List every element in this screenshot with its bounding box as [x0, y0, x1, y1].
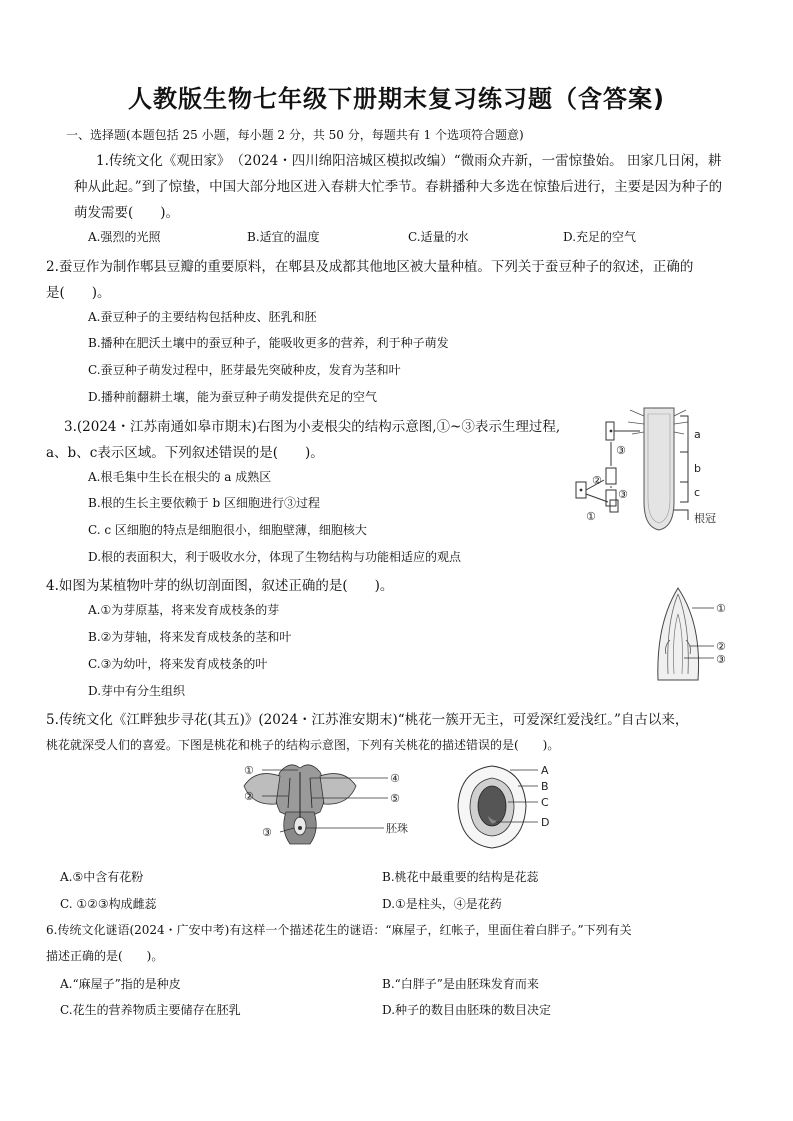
q6-line2: 描述正确的是( )。 — [46, 949, 164, 963]
peach-fruit-diagram — [452, 760, 562, 856]
q4-option-c: C.③为幼叶，将来发育成枝条的叶 — [88, 657, 268, 671]
q1-option-d: D.充足的空气 — [563, 230, 637, 244]
root-tip-diagram — [570, 402, 755, 534]
flower-label-4: ④ — [390, 772, 400, 785]
fruit-label-b: B — [541, 780, 549, 793]
q1-line2: 种从此起。”到了惊蛰，中国大部分地区进入春耕大忙季节。春耕播种大多选在惊蛰后进行，主要是因为种子的 — [74, 179, 723, 195]
label-process-2: ② — [592, 474, 602, 487]
q6-option-a: A.“麻屋子”指的是种皮 — [60, 977, 181, 991]
q6-option-c: C.花生的营养物质主要储存在胚乳 — [60, 1003, 241, 1017]
q3-option-b: B.根的生长主要依赖于 b 区细胞进行③过程 — [88, 496, 320, 510]
q2-option-a: A.蚕豆种子的主要结构包括种皮、胚乳和胚 — [88, 310, 317, 324]
label-b: b — [694, 462, 701, 475]
label-process-1: ① — [586, 510, 596, 523]
flower-label-3: ③ — [262, 826, 272, 839]
fruit-label-a: A — [541, 764, 549, 777]
q6-option-d: D.种子的数目由胚珠的数目决定 — [382, 1003, 552, 1017]
q4-option-d: D.芽中有分生组织 — [88, 684, 186, 698]
bud-label-2: ② — [716, 640, 726, 653]
bud-label-1: ① — [716, 602, 726, 615]
q5-option-c: C. ①②③构成雌蕊 — [60, 897, 157, 911]
flower-label-ovule: 胚珠 — [386, 822, 408, 835]
q6-line1: 6.传统文化谜语(2024・广安中考)有这样一个描述花生的谜语：“麻屋子，红帐子，里面住着白胖子。”下列有关 — [46, 923, 632, 937]
fruit-label-d: D — [541, 816, 550, 829]
q5-line1: 5.传统文化《江畔独步寻花(其五)》(2024・江苏淮安期末)“桃花一簇开无主，可爱深红爱浅红。”自古以来， — [46, 712, 689, 728]
q5-option-a: A.⑤中含有花粉 — [60, 870, 144, 884]
q2-option-c: C.蚕豆种子萌发过程中，胚芽最先突破种皮，发育为茎和叶 — [88, 363, 401, 377]
q3-option-d: D.根的表面积大，利于吸收水分，体现了生物结构与功能相适应的观点 — [88, 550, 462, 564]
flower-label-2: ② — [244, 790, 254, 803]
q1-option-b: B.适宜的温度 — [247, 230, 320, 244]
label-process-3b: ③ — [618, 488, 628, 501]
q1-option-c: C.适量的水 — [408, 230, 469, 244]
q3-option-a: A.根毛集中生长在根尖的 a 成熟区 — [88, 470, 272, 484]
label-rootcap: 根冠 — [694, 512, 716, 525]
flower-label-5: ⑤ — [390, 792, 400, 805]
bud-label-3: ③ — [716, 653, 726, 666]
peach-flower-diagram — [240, 752, 420, 856]
section-header: 一、选择题(本题包括 25 小题，每小题 2 分，共 50 分，每题共有 1 个选项符合题意) — [66, 128, 524, 142]
q2-line1: 2.蚕豆作为制作郫县豆瓣的重要原料，在郫县及成都其他地区被大量种植。下列关于蚕豆种子的叙述，正确的 — [46, 259, 694, 275]
label-c: c — [694, 486, 701, 499]
q5-line2: 桃花就深受人们的喜爱。下图是桃花和桃子的结构示意图，下列有关桃花的描述错误的是( )。 — [46, 738, 560, 752]
fruit-label-c: C — [541, 796, 549, 809]
q1-line3: 萌发需要( )。 — [74, 205, 180, 221]
flower-label-1: ① — [244, 764, 254, 777]
q4-option-b: B.②为芽轴，将来发育成枝条的茎和叶 — [88, 630, 292, 644]
q5-option-b: B.桃花中最重要的结构是花蕊 — [382, 870, 539, 884]
q4-line1: 4.如图为某植物叶芽的纵切剖面图，叙述正确的是( )。 — [46, 578, 394, 594]
page-title: 人教版生物七年级下册期末复习练习题（含答案) — [128, 85, 665, 113]
q6-option-b: B.“白胖子”是由胚珠发育而来 — [382, 977, 539, 991]
q1-line1: 1.传统文化《观田家》 （2024・四川绵阳涪城区模拟改编）“微雨众卉新，一雷惊蛰始。 田家几日闲，耕 — [96, 153, 722, 169]
q3-line2: a、b、c表示区域。下列叙述错误的是( )。 — [46, 445, 324, 461]
q3-option-c: C. c 区细胞的特点是细胞很小，细胞壁薄，细胞核大 — [88, 523, 367, 537]
label-a: a — [694, 428, 701, 441]
leaf-bud-diagram — [644, 584, 739, 688]
q2-option-b: B.播种在肥沃土壤中的蚕豆种子，能吸收更多的营养，利于种子萌发 — [88, 336, 449, 350]
q5-option-d: D.①是柱头，④是花药 — [382, 897, 502, 911]
label-process-3a: ③ — [616, 444, 626, 457]
q2-line2: 是( )。 — [46, 285, 111, 301]
q2-option-d: D.播种前翻耕土壤，能为蚕豆种子萌发提供充足的空气 — [88, 390, 378, 404]
q4-option-a: A.①为芽原基，将来发育成枝条的芽 — [88, 603, 280, 617]
q3-line1: 3.(2024・江苏南通如皋市期末)右图为小麦根尖的结构示意图,①~③表示生理过程, — [64, 419, 561, 435]
q1-option-a: A.强烈的光照 — [88, 230, 161, 244]
